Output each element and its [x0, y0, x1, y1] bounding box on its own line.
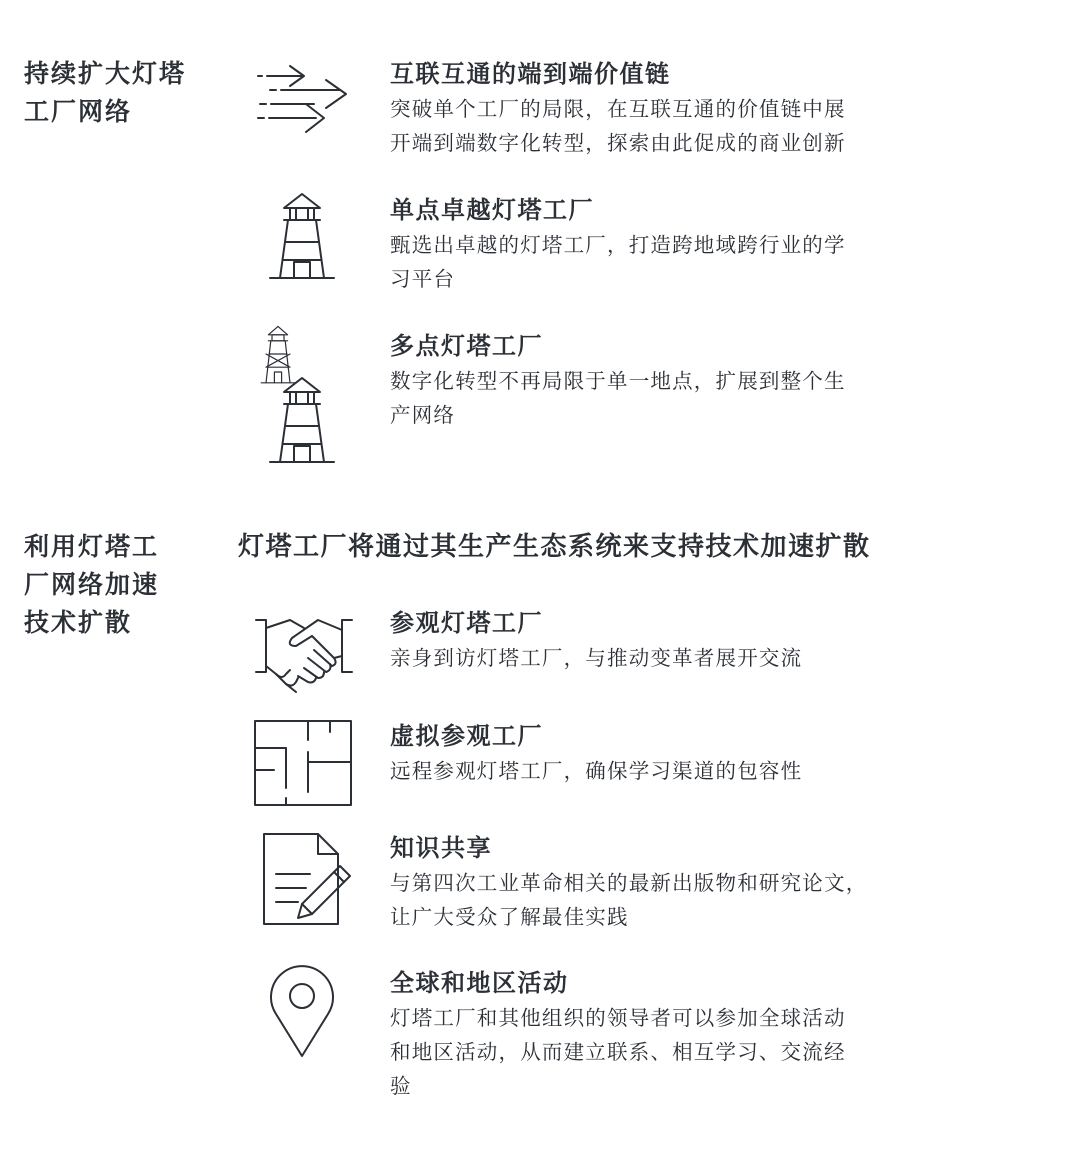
item-title: 多点灯塔工厂 — [390, 331, 543, 360]
item-title: 参观灯塔工厂 — [390, 608, 543, 637]
item-desc-line: 突破单个工厂的局限，在互联互通的价值链中展 — [390, 97, 846, 121]
item-desc-line: 习平台 — [390, 267, 456, 291]
section-title-technology-diffusion — [24, 528, 159, 642]
item-desc-line: 甄选出卓越的灯塔工厂，打造跨地域跨行业的学 — [390, 233, 846, 257]
location-pin-icon — [266, 962, 338, 1060]
item-virtual-visit — [390, 718, 1010, 788]
multi-lighthouse-icon — [256, 324, 346, 466]
item-desc-line: 数字化转型不再局限于单一地点，扩展到整个生 — [390, 369, 846, 393]
section-title-line: 工厂网络 — [24, 97, 133, 126]
section-title-line: 技术扩散 — [24, 608, 133, 637]
item-desc-line: 让广大受众了解最佳实践 — [390, 905, 629, 929]
section-title-line: 厂网络加速 — [24, 570, 160, 599]
item-desc-line: 远程参观灯塔工厂，确保学习渠道的包容性 — [390, 759, 803, 783]
lighthouse-icon — [266, 190, 338, 282]
section-title-expand-network — [24, 55, 186, 131]
floor-plan-icon — [252, 718, 354, 808]
item-desc-line: 亲身到访灯塔工厂，与推动变革者展开交流 — [390, 646, 803, 670]
item-title: 全球和地区活动 — [390, 968, 569, 997]
item-desc-line: 灯塔工厂和其他组织的领导者可以参加全球活动 — [390, 1006, 846, 1030]
item-desc-line: 与第四次工业革命相关的最新出版物和研究论文， — [390, 871, 868, 895]
document-pen-icon — [260, 830, 354, 930]
item-global-regional-events — [390, 965, 1010, 1103]
item-visit-lighthouse — [390, 605, 1010, 675]
handshake-icon — [252, 608, 356, 692]
item-multi-lighthouse — [390, 328, 1010, 432]
item-title: 单点卓越灯塔工厂 — [390, 195, 594, 224]
item-title: 知识共享 — [390, 833, 492, 862]
item-title: 互联互通的端到端价值链 — [390, 59, 671, 88]
ecosystem-heading: 灯塔工厂将通过其生产生态系统来支持技术加速扩散 — [238, 532, 871, 562]
item-title: 虚拟参观工厂 — [390, 721, 543, 750]
item-desc-line: 开端到端数字化转型，探索由此促成的商业创新 — [390, 131, 846, 155]
item-single-lighthouse — [390, 192, 1010, 296]
section-title-line: 持续扩大灯塔 — [24, 59, 187, 88]
item-end-to-end-value-chain — [390, 56, 1010, 160]
item-desc-line: 验 — [390, 1074, 412, 1098]
arrows-icon — [250, 60, 360, 140]
section-title-line: 利用灯塔工 — [24, 532, 160, 561]
item-knowledge-sharing — [390, 830, 1010, 934]
item-desc-line: 和地区活动，从而建立联系、相互学习、交流经 — [390, 1040, 846, 1064]
item-desc-line: 产网络 — [390, 403, 456, 427]
